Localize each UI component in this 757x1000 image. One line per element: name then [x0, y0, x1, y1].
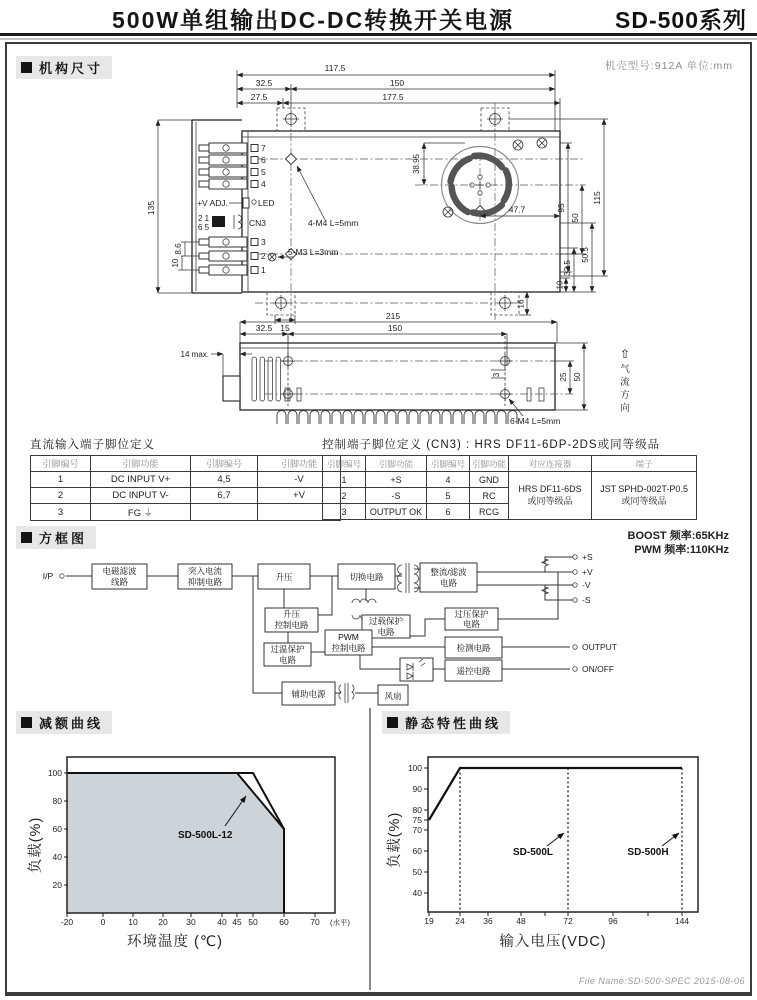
- y-tick: 60: [52, 824, 62, 834]
- y-axis-label: 负载(%): [387, 811, 403, 869]
- output-signal-label: OUTPUT: [582, 642, 617, 652]
- dim-label: 32.5: [563, 260, 572, 276]
- onoff-signal-label: ON/OFF: [582, 664, 615, 674]
- fan-box: 风扇: [384, 691, 402, 701]
- section-title: 机构尺寸: [39, 61, 104, 76]
- section-divider: [369, 708, 371, 990]
- section-header-derating: [16, 711, 112, 734]
- airflow-up-icon: ⇧: [619, 347, 631, 361]
- cell: 1: [31, 472, 91, 488]
- x-axis-label: 输入电压(VDC): [499, 934, 607, 950]
- cn3-table: [322, 436, 697, 520]
- table-title: 直流输入端子脚位定义: [30, 439, 155, 451]
- olp-box: 过载保护: [368, 616, 404, 626]
- dim-label: 177.5: [382, 92, 404, 102]
- cn3-pins: 6 5: [198, 223, 210, 232]
- dim-label: 32.5: [255, 323, 273, 333]
- boost-control-box: 升压: [282, 609, 301, 619]
- cell: +S: [366, 472, 427, 488]
- cell: 6,7: [191, 488, 258, 504]
- x-tick: 10: [128, 917, 138, 927]
- detect-box: 检测电路: [456, 643, 491, 653]
- column-header: 引脚功能: [258, 456, 341, 472]
- table-row: [323, 472, 697, 488]
- dim-label: 8.6: [174, 243, 183, 255]
- cell-terminal: [592, 472, 697, 520]
- dim-label: 25: [559, 372, 568, 382]
- page-title: 500W单组输出DC-DC转换开关电源: [112, 7, 515, 33]
- x-axis-label: 环境温度 (℃): [127, 934, 223, 950]
- ovp-box: 电路: [462, 619, 481, 629]
- remote-box: 遥控电路: [456, 666, 491, 676]
- load-line: [429, 768, 682, 820]
- cell: RC: [470, 488, 509, 504]
- column-header: 引脚功能: [470, 456, 509, 472]
- curve-annotation: SD-500L: [512, 847, 554, 858]
- column-header: 对应连接器: [509, 456, 592, 472]
- dim-label: 47.7: [508, 204, 526, 215]
- rectifier-box: 电路: [439, 578, 458, 588]
- boost-box: 升压: [275, 572, 293, 582]
- cell: FG ⏚: [91, 504, 191, 521]
- cell: 3: [323, 504, 366, 520]
- section-header-mechanical: [16, 56, 112, 79]
- cell: 2: [323, 488, 366, 504]
- column-header: 引脚编号: [191, 456, 258, 472]
- x-tick: 60: [279, 917, 289, 927]
- airflow-direction: [620, 347, 630, 414]
- dim-label: 50: [570, 213, 580, 223]
- mechanical-drawing: [125, 58, 745, 430]
- boost-control-box: 控制电路: [274, 620, 309, 630]
- x-tick: 30: [186, 917, 196, 927]
- cell: OUTPUT OK: [366, 504, 427, 520]
- pwm-box: 控制电路: [331, 643, 366, 653]
- dim-label: 15: [280, 323, 290, 333]
- led-label: LED: [258, 198, 275, 208]
- curve-annotation: SD-500L-12: [178, 830, 233, 841]
- y-axis-label: 负载(%): [28, 816, 44, 874]
- x-tick: (水平): [330, 918, 350, 927]
- input-label: I/P: [42, 571, 54, 581]
- x-tick: 45: [232, 917, 242, 927]
- table-header-row: [31, 456, 341, 472]
- cell: 3: [31, 504, 91, 521]
- cell: +V: [258, 488, 341, 504]
- x-tick: 96: [608, 916, 618, 926]
- cell: [191, 504, 258, 521]
- terminal-number: 6: [261, 155, 266, 165]
- y-tick: 90: [412, 784, 422, 794]
- airflow-char: 向: [620, 403, 630, 414]
- terminal-number: 5: [261, 167, 266, 177]
- screw-note: 4-M4 L=5mm: [308, 218, 359, 228]
- x-tick: 40: [217, 917, 227, 927]
- x-tick: 24: [455, 916, 465, 926]
- cell: 5: [427, 488, 470, 504]
- dc-input-table: [30, 436, 341, 521]
- output-terminal: +S: [582, 552, 593, 562]
- y-tick: 100: [407, 763, 422, 773]
- derating-chart: [20, 750, 365, 962]
- emi-filter-box: 电磁滤波: [102, 566, 137, 576]
- aux-power-box: 辅助电源: [291, 689, 326, 699]
- connector-line1: HRS DF11-6DS: [518, 484, 582, 494]
- ovp-box: 过压保护: [454, 609, 489, 619]
- x-tick: 72: [563, 916, 573, 926]
- output-terminal: +V: [582, 567, 593, 577]
- dim-label: 150: [387, 323, 403, 333]
- column-header: 端子: [592, 456, 697, 472]
- x-tick: 50: [248, 917, 258, 927]
- y-tick: 80: [412, 805, 422, 815]
- cell: DC INPUT V-: [91, 488, 191, 504]
- otp-box: 电路: [278, 655, 297, 665]
- table-header-row: [323, 456, 697, 472]
- cn3-pins: 2 1: [198, 214, 210, 223]
- cell: -S: [366, 488, 427, 504]
- screw-note: 5-M3 L=3mm: [288, 247, 339, 257]
- y-tick: 40: [52, 852, 62, 862]
- terminal-block: [199, 143, 266, 276]
- connector-line2: 或同等级品: [527, 496, 573, 506]
- cell: 6: [427, 504, 470, 520]
- block-diagram: [30, 545, 720, 710]
- emi-filter-box: 线路: [110, 577, 129, 587]
- pwm-frequency: PWM 频率:110KHz: [634, 544, 729, 556]
- olp-box: 电路: [377, 627, 395, 637]
- cell: 4: [427, 472, 470, 488]
- derating-area: [67, 773, 284, 913]
- section-marker-icon: [21, 717, 32, 728]
- pwm-box: PWM: [338, 632, 359, 642]
- section-marker-icon: [21, 62, 32, 73]
- title-rule: [0, 33, 757, 36]
- dim-label: 135: [146, 200, 156, 216]
- otp-box: 过温保护: [270, 644, 305, 654]
- dim-label: 117.5: [324, 63, 346, 73]
- inrush-box: 抑制电路: [187, 577, 223, 587]
- cell: 2: [31, 488, 91, 504]
- rectifier-box: 整流/滤波: [430, 567, 467, 577]
- airflow-char: 流: [620, 377, 630, 388]
- column-header: 引脚编号: [31, 456, 91, 472]
- x-tick: 36: [483, 916, 493, 926]
- dim-label: 3: [492, 372, 501, 378]
- dim-label: 95: [556, 203, 566, 213]
- terminal-line1: JST SPHD-002T-P0.5: [600, 484, 688, 494]
- terminal-number: 4: [261, 179, 266, 189]
- column-header: 引脚编号: [427, 456, 470, 472]
- y-tick: 40: [412, 888, 422, 898]
- section-header-static-curve: [382, 711, 510, 734]
- table-row: [31, 472, 341, 488]
- curve-annotation: SD-500H: [627, 847, 669, 858]
- y-tick: 80: [52, 796, 62, 806]
- section-marker-icon: [387, 717, 398, 728]
- dim-label: 38.95: [412, 153, 421, 175]
- x-tick: 0: [100, 917, 106, 927]
- switching-box: 切换电路: [349, 572, 384, 582]
- terminal-number: 3: [261, 237, 266, 247]
- x-tick: -20: [60, 917, 74, 927]
- terminal-number: 1: [261, 265, 266, 275]
- terminal-number: 7: [261, 143, 266, 153]
- series-title: SD-500系列: [615, 7, 747, 33]
- x-tick: 20: [158, 917, 168, 927]
- y-tick: 100: [47, 768, 62, 778]
- terminal-line2: 或同等级品: [621, 496, 667, 506]
- table-row: [31, 504, 341, 521]
- dim-label: 16: [516, 299, 526, 309]
- cell: RCG: [470, 504, 509, 520]
- y-tick: 50: [412, 867, 422, 877]
- x-tick: 48: [516, 916, 526, 926]
- cn3-label: CN3: [249, 218, 267, 228]
- cell: 4,5: [191, 472, 258, 488]
- column-header: 引脚功能: [366, 456, 427, 472]
- cell: 1: [323, 472, 366, 488]
- dim-label: 50.5: [581, 247, 590, 263]
- case-model-note: 机壳型号:912A 单位:mm: [604, 60, 733, 72]
- dim-label: 115: [592, 191, 602, 205]
- output-terminal: -V: [582, 580, 591, 590]
- cell: DC INPUT V+: [91, 472, 191, 488]
- screw-note: 6-M4 L=5mm: [510, 416, 561, 426]
- title-rule-shadow: [0, 38, 757, 40]
- static-characteristics-chart: [385, 750, 715, 962]
- x-tick: 19: [424, 916, 434, 926]
- dim-label: 14 max.: [180, 350, 209, 359]
- dim-label: 32.5: [255, 78, 273, 88]
- cell-connector: [509, 472, 592, 520]
- output-terminal: -S: [582, 595, 591, 605]
- vadj-label: +V ADJ.: [197, 198, 228, 208]
- column-header: 引脚编号: [323, 456, 366, 472]
- column-header: 引脚功能: [91, 456, 191, 472]
- x-tick: 144: [674, 916, 690, 926]
- dim-label: 10: [555, 280, 565, 290]
- table-row: [31, 488, 341, 504]
- y-tick: 20: [52, 880, 62, 890]
- boost-frequency: BOOST 频率:65KHz: [627, 530, 729, 542]
- y-tick: 60: [412, 846, 422, 856]
- section-title: 方框图: [39, 531, 88, 546]
- file-name-footer: File Name:SD-500-SPEC 2015-08-06: [578, 976, 745, 986]
- section-title: 静态特性曲线: [405, 716, 502, 731]
- dim-label: 10: [171, 258, 180, 268]
- cell: GND: [470, 472, 509, 488]
- y-tick: 75: [412, 815, 422, 825]
- airflow-char: 气: [620, 364, 630, 375]
- dim-label: 150: [389, 78, 405, 88]
- dim-label: 215: [385, 311, 401, 321]
- dim-label: 50: [573, 372, 582, 382]
- section-marker-icon: [21, 532, 32, 543]
- x-tick: 70: [310, 917, 320, 927]
- cell: -V: [258, 472, 341, 488]
- terminal-number: 2: [261, 251, 266, 261]
- table-title: 控制端子脚位定义 (CN3) : HRS DF11-6DP-2DS或同等级品: [322, 439, 661, 451]
- inrush-box: 突入电流: [187, 566, 223, 576]
- y-tick: 70: [412, 825, 422, 835]
- section-title: 减额曲线: [39, 716, 104, 731]
- dim-label: 27.5: [250, 92, 268, 102]
- airflow-char: 方: [620, 390, 630, 401]
